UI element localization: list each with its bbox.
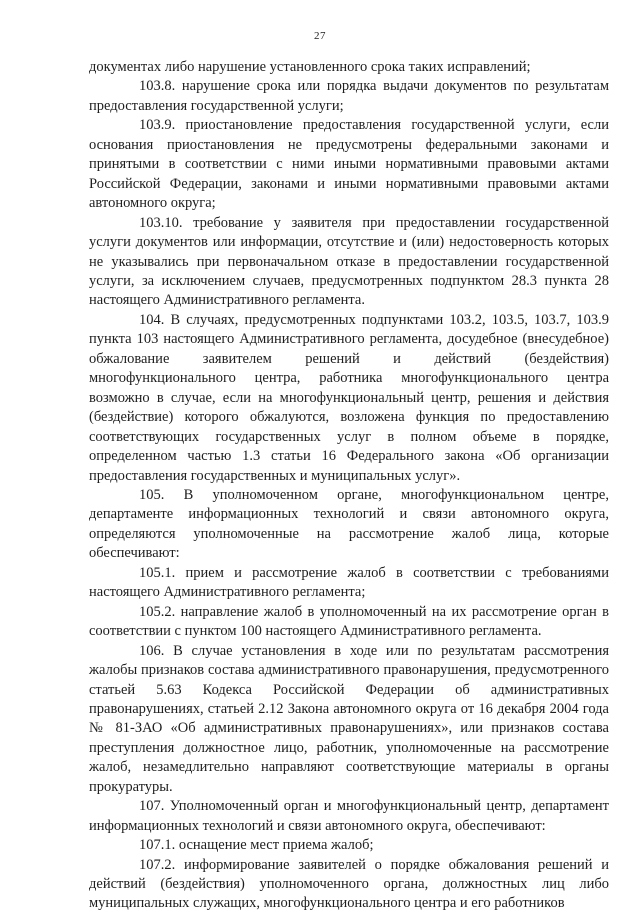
paragraph-105: 105. В уполномоченном органе, многофункциональном центре, департаменте информационных технологий и связи автономного округа, определяются уполномоченные на рассмотрение жалоб лица, которые обеспечивают:	[89, 486, 609, 562]
paragraph-103-8: 103.8. нарушение срока или порядка выдачи документов по результатам предоставления государственной услуги;	[89, 78, 609, 114]
paragraph-105-2: 105.2. направление жалоб в уполномоченный на их рассмотрение орган в соответствии с пунктом 100 настоящего Административного регламента.	[89, 603, 609, 640]
page-number: 27	[314, 30, 326, 42]
document-body	[89, 58, 609, 914]
paragraph-107: 107. Уполномоченный орган и многофункциональный центр, департамент информационных технологий и связи автономного округа, обеспечивают:	[89, 798, 609, 834]
paragraph-103-10: 103.10. требование у заявителя при предоставлении государственной услуги документов или информации, отсутствие и (или) недостоверность которых не указывались при первоначальном отказе в предоставлении государственной услуги, за исключением случаев, предусмотренных подпунктом 28.3 пункта 28 настоящего Административного регламента.	[89, 214, 609, 309]
paragraph-107-2: 107.2. информирование заявителей о порядке обжалования решений и действий (бездействия) уполномоченного органа, должностных лиц либо муниципальных служащих, многофункционального центра и его работников	[89, 856, 609, 912]
paragraph-106: 106. В случае установления в ходе или по результатам рассмотрения жалобы признаков состава административного правонарушения, предусмотренного статьей 5.63 Кодекса Российской Федерации об административных правонарушениях, статьей 2.12 Закона автономного округа от 16 декабря 2004 года № 81-ЗАО «Об административных правонарушениях», или признаков состава преступления должностное лицо, работник, уполномоченные на рассмотрение жалоб, незамедлительно направляют соответствующие материалы в органы прокуратуры.	[89, 642, 609, 795]
paragraph-continuation: документах либо нарушение установленного срока таких исправлений;	[89, 59, 531, 75]
paragraph-105-1: 105.1. прием и рассмотрение жалоб в соответствии с требованиями настоящего Административного регламента;	[89, 564, 609, 601]
paragraph-104: 104. В случаях, предусмотренных подпунктами 103.2, 103.5, 103.7, 103.9 пункта 103 настоящего Административного регламента, досудебное (внесудебное) обжалование заявителем решений и действий (бездействия) многофункционального центра, работника многофункционального центра возможно в случае, если на многофункциональный центр, решения и действия (бездействие) которого обжалуются, возложена функция по предоставлению соответствующих государственных услуг в полном объеме в порядке, определенном частью 1.3 статьи 16 Федерального закона «Об организации предоставления государственных и муниципальных услуг».	[89, 311, 609, 484]
paragraph-103-9: 103.9. приостановление предоставления государственной услуги, если основания приостановления не предусмотрены федеральными законами и принятыми в соответствии с ними иными нормативными правовыми актами Российской Федерации, законами и иными нормативными правовыми актами автономного округа;	[89, 117, 609, 212]
paragraph-107-1: 107.1. оснащение мест приема жалоб;	[139, 837, 374, 854]
